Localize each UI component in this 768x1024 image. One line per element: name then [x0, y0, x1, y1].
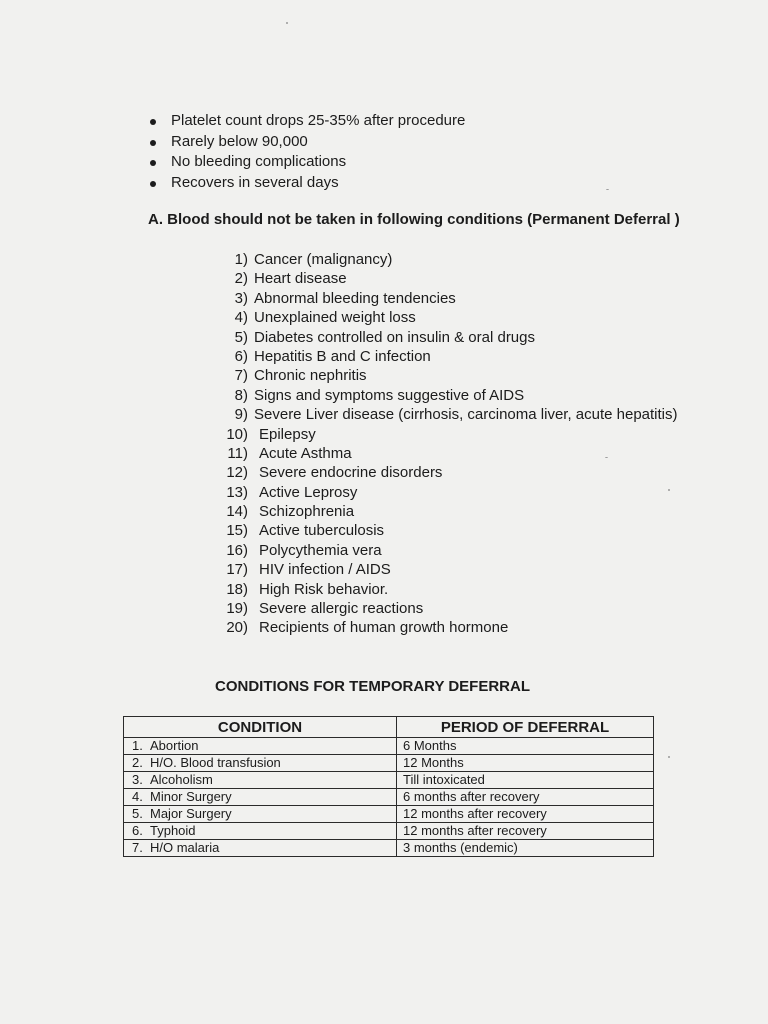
condition-cell — [124, 840, 397, 857]
bullet-item — [146, 132, 465, 153]
list-item — [212, 328, 678, 347]
bullet-dot-icon — [150, 119, 156, 125]
table-row — [124, 806, 654, 823]
list-item-text: Chronic nephritis — [254, 367, 367, 385]
platelet-bullet-list — [146, 111, 465, 193]
list-item-number: 20) — [226, 619, 248, 637]
list-item — [212, 541, 678, 560]
list-item — [212, 405, 678, 424]
condition-text: Abortion — [150, 738, 199, 753]
list-item-number: 14) — [226, 503, 248, 521]
list-item-text: Diabetes controlled on insulin & oral drugs — [254, 328, 535, 346]
period-cell: 6 months after recovery — [397, 789, 654, 806]
list-item — [212, 386, 678, 405]
bullet-dot-icon — [150, 160, 156, 166]
scan-speck — [605, 457, 608, 458]
list-item-number: 17) — [226, 561, 248, 579]
list-item-number: 6) — [234, 347, 248, 365]
list-item — [212, 250, 678, 269]
column-header-period: PERIOD OF DEFERRAL — [397, 717, 654, 738]
condition-cell — [124, 823, 397, 840]
list-item — [212, 463, 678, 482]
list-item-text: High Risk behavior. — [259, 580, 389, 598]
row-number: 4. — [132, 789, 143, 804]
list-item-number: 3) — [234, 289, 248, 307]
list-item-number: 9) — [234, 406, 248, 424]
bullet-item — [146, 173, 465, 194]
table-row — [124, 772, 654, 789]
table-row — [124, 823, 654, 840]
bullet-dot-icon — [150, 181, 156, 187]
bullet-text: Recovers in several days — [171, 173, 339, 191]
list-item-text: Polycythemia vera — [259, 541, 382, 559]
list-item — [212, 444, 678, 463]
temporary-deferral-table — [123, 716, 654, 857]
row-number: 3. — [132, 772, 143, 787]
list-item-text: Severe Liver disease (cirrhosis, carcinoma liver, acute hepatitis) — [254, 406, 678, 424]
condition-cell — [124, 755, 397, 772]
list-item — [212, 483, 678, 502]
table-row — [124, 789, 654, 806]
list-item-number: 8) — [234, 386, 248, 404]
column-header-condition: CONDITION — [124, 717, 397, 738]
list-item — [212, 347, 678, 366]
table-row — [124, 738, 654, 755]
list-item-text: HIV infection / AIDS — [259, 561, 391, 579]
permanent-deferral-heading: A. Blood should not be taken in following conditions (Permanent Deferral ) — [148, 211, 680, 228]
list-item-text: Active tuberculosis — [259, 522, 385, 540]
row-number: 6. — [132, 823, 143, 838]
scan-speck — [668, 489, 670, 491]
condition-cell — [124, 738, 397, 755]
list-item-text: Recipients of human growth hormone — [259, 619, 509, 637]
list-item-number: 5) — [234, 328, 248, 346]
condition-text: Typhoid — [150, 823, 196, 838]
list-item-text: Acute Asthma — [259, 444, 352, 462]
table-row — [124, 840, 654, 857]
list-item — [212, 521, 678, 540]
list-item-text: Signs and symptoms suggestive of AIDS — [254, 386, 525, 404]
bullet-item — [146, 152, 465, 173]
bullet-text: Platelet count drops 25-35% after procedure — [171, 112, 466, 129]
bullet-dot-icon — [150, 140, 156, 146]
list-item — [212, 425, 678, 444]
list-item-text: Abnormal bleeding tendencies — [254, 289, 456, 307]
condition-text: H/O malaria — [150, 840, 220, 855]
list-item-number: 2) — [234, 270, 248, 288]
list-item — [212, 366, 678, 385]
list-item-text: Schizophrenia — [259, 503, 355, 521]
list-item — [212, 618, 678, 637]
list-item-number: 16) — [226, 541, 248, 559]
condition-text: Minor Surgery — [150, 789, 232, 804]
list-item-text: Severe allergic reactions — [259, 600, 424, 618]
row-number: 5. — [132, 806, 143, 821]
list-item — [212, 599, 678, 618]
list-item — [212, 269, 678, 288]
period-cell: 6 Months — [397, 738, 654, 755]
table-row — [124, 755, 654, 772]
scan-speck — [606, 189, 609, 190]
period-cell: 12 months after recovery — [397, 806, 654, 823]
list-item — [212, 289, 678, 308]
list-item-text: Epilepsy — [259, 425, 316, 443]
bullet-text: No bleeding complications — [171, 153, 347, 170]
list-item — [212, 502, 678, 521]
list-item-number: 11) — [227, 444, 248, 462]
period-cell: 12 Months — [397, 755, 654, 772]
condition-text: Alcoholism — [150, 772, 213, 787]
list-item — [212, 580, 678, 599]
list-item-text: Unexplained weight loss — [254, 309, 416, 327]
period-cell: Till intoxicated — [397, 772, 654, 789]
list-item-number: 13) — [226, 483, 248, 501]
condition-cell — [124, 772, 397, 789]
bullet-text: Rarely below 90,000 — [171, 132, 308, 150]
list-item-number: 10) — [226, 425, 248, 443]
scan-speck — [668, 756, 670, 758]
list-item-number: 1) — [234, 251, 248, 268]
list-item-text: Cancer (malignancy) — [254, 251, 393, 268]
list-item-text: Severe endocrine disorders — [259, 464, 443, 482]
list-item-text: Hepatitis B and C infection — [254, 347, 431, 365]
list-item-number: 15) — [226, 522, 248, 540]
condition-cell — [124, 806, 397, 823]
period-cell: 3 months (endemic) — [397, 840, 654, 857]
list-item-number: 19) — [226, 600, 248, 618]
list-item — [212, 560, 678, 579]
temporary-deferral-heading: CONDITIONS FOR TEMPORARY DEFERRAL — [215, 678, 531, 695]
row-number: 1. — [132, 738, 143, 753]
table-header-row — [124, 717, 654, 738]
row-number: 2. — [132, 755, 143, 770]
condition-cell — [124, 789, 397, 806]
permanent-deferral-list — [212, 250, 678, 638]
list-item-number: 18) — [226, 580, 248, 598]
row-number: 7. — [132, 840, 143, 855]
list-item-number: 4) — [234, 309, 248, 327]
bullet-item — [146, 111, 465, 132]
scan-speck — [286, 22, 288, 24]
list-item — [212, 308, 678, 327]
list-item-number: 12) — [226, 464, 248, 482]
list-item-text: Heart disease — [254, 270, 347, 288]
period-cell: 12 months after recovery — [397, 823, 654, 840]
list-item-number: 7) — [234, 367, 248, 385]
list-item-text: Active Leprosy — [259, 483, 358, 501]
condition-text: Major Surgery — [150, 806, 232, 821]
condition-text: H/O. Blood transfusion — [150, 755, 281, 770]
